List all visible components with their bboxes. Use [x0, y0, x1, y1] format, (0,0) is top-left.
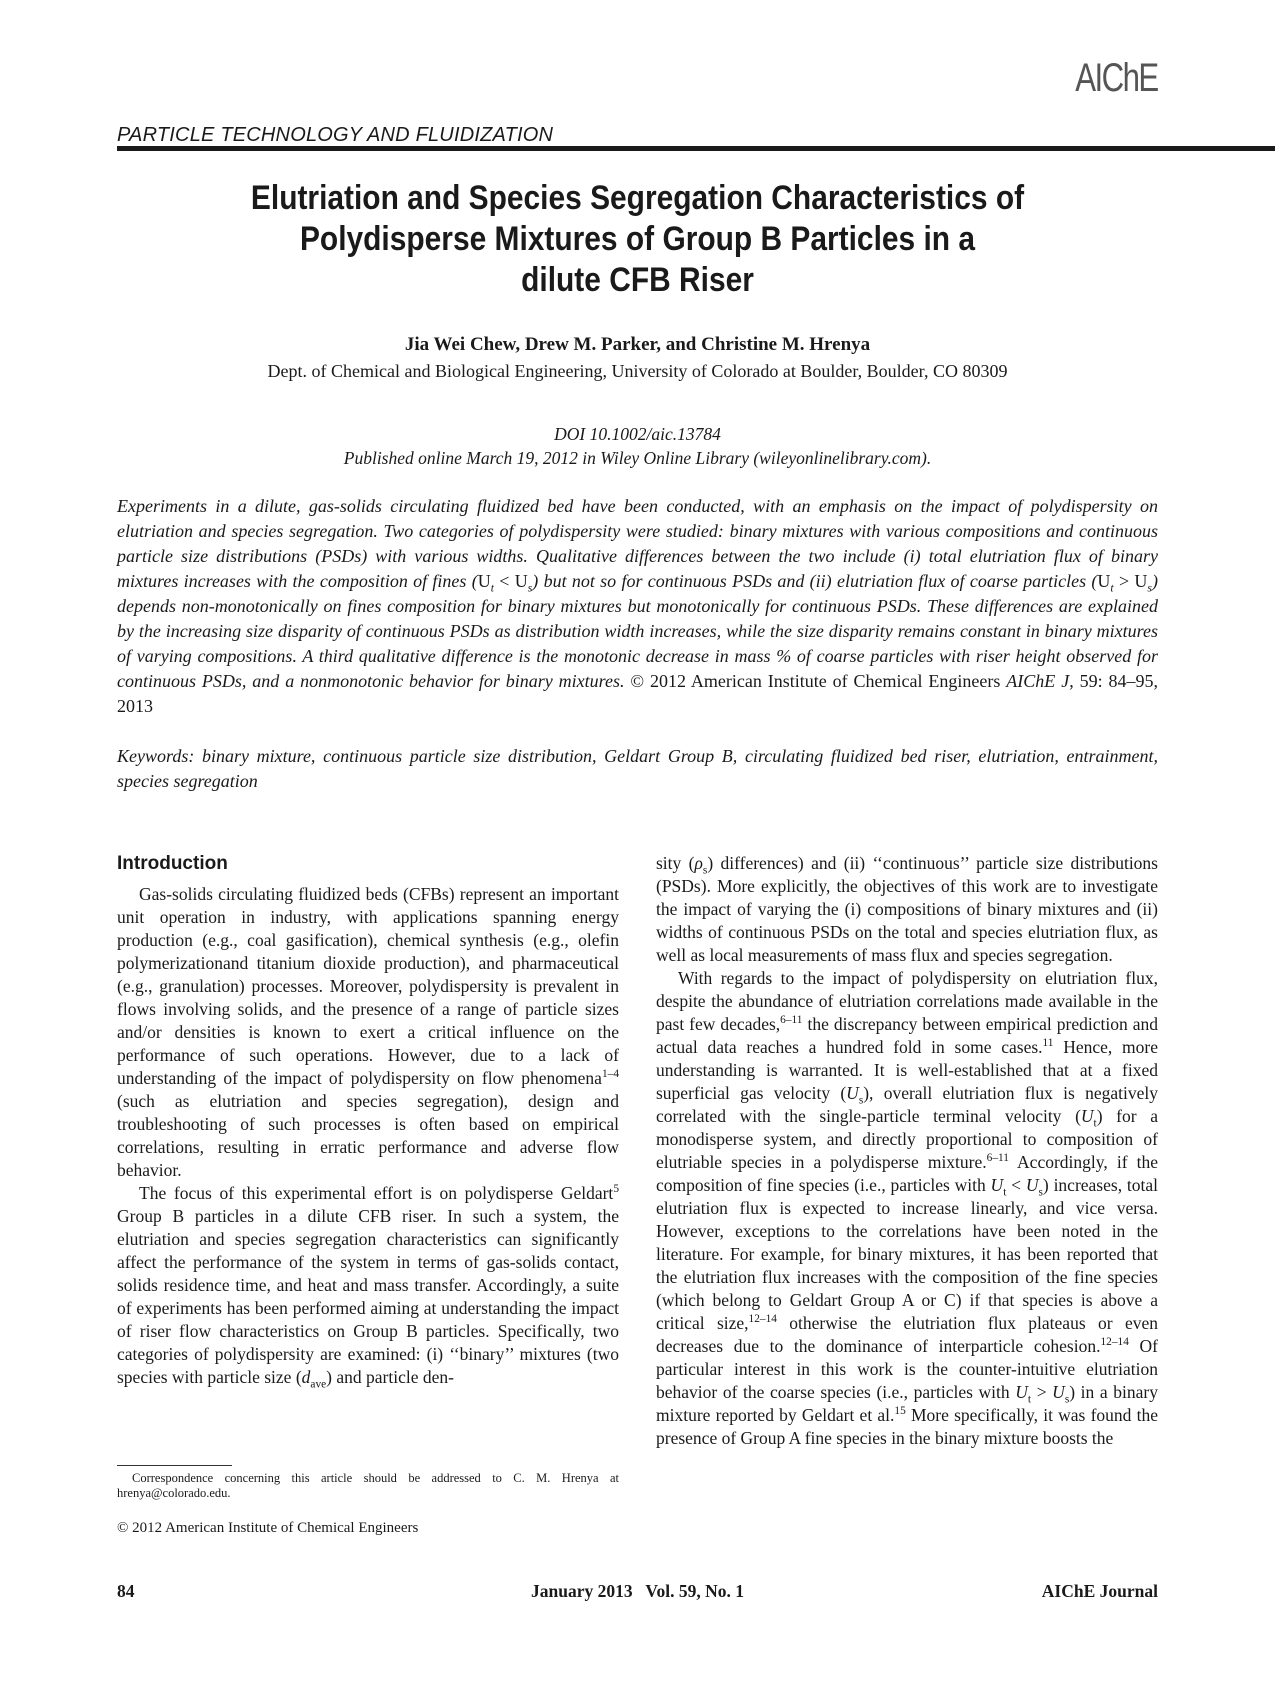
symbol-sub: s — [858, 1094, 864, 1107]
correspondence-footnote: Correspondence concerning this article should be addressed to C. M. Hrenya at hrenya@colorado.edu. — [117, 1471, 619, 1500]
text: ) differences) and (ii) ‘‘continuous’’ particle size distributions (PSDs). More explicitly, the objectives of this work are to investigate the impact of varying the (i) compositions of binary mixtures and (ii) widths of continuous PSDs on the total and species elutriation flux, as well as local measurements of mass flux and species segregation. — [656, 853, 1158, 965]
symbol-sub: t — [1027, 1393, 1032, 1406]
footnote-rule — [117, 1465, 232, 1466]
symbol: U — [1080, 1106, 1094, 1126]
citation: 12–14 — [748, 1313, 777, 1326]
symbol: d — [301, 1367, 311, 1387]
aiche-logo: AIChE — [1075, 56, 1158, 100]
text: Accordingly, if the composition of fine species (i.e., particles with — [656, 1152, 1158, 1195]
text: ) for a monodisperse system, and directly proportional to composition of elutriable species in a polydisperse mixture. — [656, 1106, 1158, 1172]
text: Group B particles in a dilute CFB riser. In such a system, the elutriation and species segregation characteristics can significantly affect the performance of the system in terms of gas-solids contact, solids residence time, and heat and mass transfer. Accordingly, a suite of experiments has been performed aiming at understanding the impact of riser flow characteristics on Group B particles. Specifically, two categories of polydispersity are examined: (i) ‘‘binary’’ mixtures (two species with particle size ( — [117, 1206, 619, 1387]
publication-info: Published online March 19, 2012 in Wiley Online Library (wileyonlinelibrary.com). — [343, 448, 932, 468]
text: the discrepancy between empirical prediction and actual data reaches a hundred fold in some cases. — [656, 1014, 1158, 1057]
symbol: U — [1025, 1175, 1039, 1195]
symbol-op: < — [1006, 1175, 1026, 1195]
abstract-copyright: © 2012 American Institute of Chemical Engineers — [624, 671, 1007, 691]
symbol-op: > U — [1113, 571, 1148, 591]
text: The focus of this experimental effort is on polydisperse Geldart — [139, 1183, 614, 1203]
symbol-sub: t — [1110, 581, 1114, 595]
doi: DOI 10.1002/aic.13784 — [554, 424, 721, 444]
abstract-citation: , 59: 84–95, 2013 — [117, 671, 1158, 716]
symbol-sub: ave — [310, 1378, 327, 1391]
text: Gas-solids circulating fluidized beds (CFBs) represent an important unit operation in industry, with applications spanning energy production (e.g., coal gasification), chemical synthesis (e.g., olefin polymerizationand titanium dioxide production), and pharmaceutical (e.g., granulation) processes. Moreover, polydispersity is prevalent in flows involving solids, and the presence of a range of particle sizes and/or densities is known to exert a critical influence on the performance of such operations. However, due to a lack of understanding of the impact of polydispersity on flow phenomena — [117, 884, 619, 1088]
citation: 15 — [894, 1405, 906, 1418]
text: ) and particle den- — [326, 1367, 454, 1387]
title-line-1: Elutriation and Species Segregation Characteristics of — [250, 179, 1025, 217]
citation: 1–4 — [601, 1068, 619, 1081]
text: Hence, more understanding is warranted. It is well-established that at a fixed superficial gas velocity ( — [656, 1037, 1158, 1103]
symbol: U — [990, 1175, 1004, 1195]
text: otherwise the elutriation flux plateaus or even decreases due to the dominance of interparticle cohesion. — [656, 1313, 1158, 1356]
citation: 5 — [613, 1183, 619, 1196]
section-heading: Introduction — [117, 853, 228, 874]
title-line-2: Polydisperse Mixtures of Group B Particles in a — [299, 220, 976, 258]
symbol-sub: t — [490, 581, 494, 595]
symbol-sub: s — [527, 581, 533, 595]
page-number: 84 — [117, 1581, 135, 1601]
text: (such as elutriation and species segregation), design and troubleshooting of such processes is often based on empirical correlations, resulting in erratic performance and adverse flow behavior. — [117, 1091, 619, 1180]
text: Of particular interest in this work is the counter-intuitive elutriation behavior of the coarse species (i.e., particles with — [656, 1336, 1159, 1402]
symbol-sub: t — [1003, 1186, 1007, 1199]
symbol: ρ — [694, 853, 703, 873]
symbol-ut: U — [477, 571, 491, 591]
citation: 12–14 — [1100, 1336, 1129, 1349]
abstract-text-2: ) but not so for continuous PSDs and (ii) elutriation flux of coarse particles ( — [532, 571, 1098, 591]
authors: Jia Wei Chew, Drew M. Parker, and Christine M. Hrenya — [404, 334, 871, 355]
title-line-3: dilute CFB Riser — [521, 261, 754, 299]
symbol-sub: s — [1064, 1393, 1070, 1406]
paragraph — [117, 1182, 619, 1389]
citation: 6–11 — [986, 1152, 1009, 1165]
text: ), overall elutriation flux is negatively correlated with the single-particle terminal velocity ( — [656, 1083, 1158, 1126]
symbol-sub: t — [1093, 1117, 1097, 1130]
symbol-op: < U — [493, 571, 528, 591]
journal-abbrev: AIChE J — [1006, 671, 1070, 691]
copyright-line: © 2012 American Institute of Chemical Engineers — [117, 1520, 419, 1536]
paragraph — [656, 967, 1158, 1450]
symbol-sub: s — [702, 864, 708, 877]
symbol-sub: s — [1147, 581, 1152, 595]
symbol-sub: s — [1038, 1186, 1043, 1199]
header-rule — [117, 146, 1275, 151]
abstract-text-1: Experiments in a dilute, gas-solids circulating fluidized bed have been conducted, with an emphasis on the impact of polydispersity on elutriation and species segregation. Two categories of polydispersity were studied: binary mixtures with various compositions and continuous particle size distributions (PSDs) with various widths. Qualitative differences between the two include (i) total elutriation flux of binary mixtures increases with the composition of fines ( — [117, 496, 1158, 591]
text: ) increases, total elutriation flux is expected to increase linearly, and vice versa. However, exceptions to the correlations have been noted in the literature. For example, for binary mixtures, it has been reported that the elutriation flux increases with the composition of the fine species (which belong to Geldart Group A or C) if that species is above a critical size, — [656, 1175, 1158, 1333]
symbol-op: > — [1031, 1382, 1053, 1402]
text: sity ( — [656, 853, 695, 873]
section-label: PARTICLE TECHNOLOGY AND FLUIDIZATION — [117, 124, 554, 146]
journal-name: AIChE Journal — [1041, 1581, 1158, 1601]
abstract-text-3: ) depends non-monotonically on fines composition for binary mixtures but monotonically for continuous PSDs. These differences are explained by the increasing size disparity of continuous PSDs as distribution width increases, while the size disparity remains constant in binary mixtures of varying compositions. A third qualitative difference is the monotonic decrease in mass % of coarse particles with riser height observed for continuous PSDs, and a nonmonotonic behavior for binary mixtures. — [117, 571, 1158, 691]
article-title — [117, 178, 1158, 301]
paragraph — [656, 852, 1158, 967]
paragraph — [117, 883, 619, 1182]
text: More specifically, it was found the presence of Group A fine species in the binary mixture boosts the — [656, 1405, 1159, 1448]
abstract — [117, 494, 1158, 719]
symbol-ut: U — [1097, 571, 1111, 591]
citation: 11 — [1042, 1037, 1054, 1050]
right-column — [656, 852, 1158, 1450]
citation: 6–11 — [780, 1014, 803, 1027]
left-column — [117, 852, 619, 1389]
text: ) in a binary mixture reported by Geldart et al. — [656, 1382, 1158, 1425]
symbol: U — [1052, 1382, 1065, 1402]
keywords: Keywords: binary mixture, continuous particle size distribution, Geldart Group B, circulating fluidized bed riser, elutriation, entrainment, species segregation — [117, 746, 1158, 791]
affiliation: Dept. of Chemical and Biological Engineering, University of Colorado at Boulder, Boulder, CO 80309 — [267, 361, 1008, 381]
text: With regards to the impact of polydispersity on elutriation flux, despite the abundance of elutriation correlations made available in the past few decades, — [656, 968, 1158, 1034]
issue-info: January 2013 Vol. 59, No. 1 — [531, 1581, 744, 1601]
symbol: U — [1015, 1382, 1028, 1402]
symbol: U — [846, 1083, 859, 1103]
